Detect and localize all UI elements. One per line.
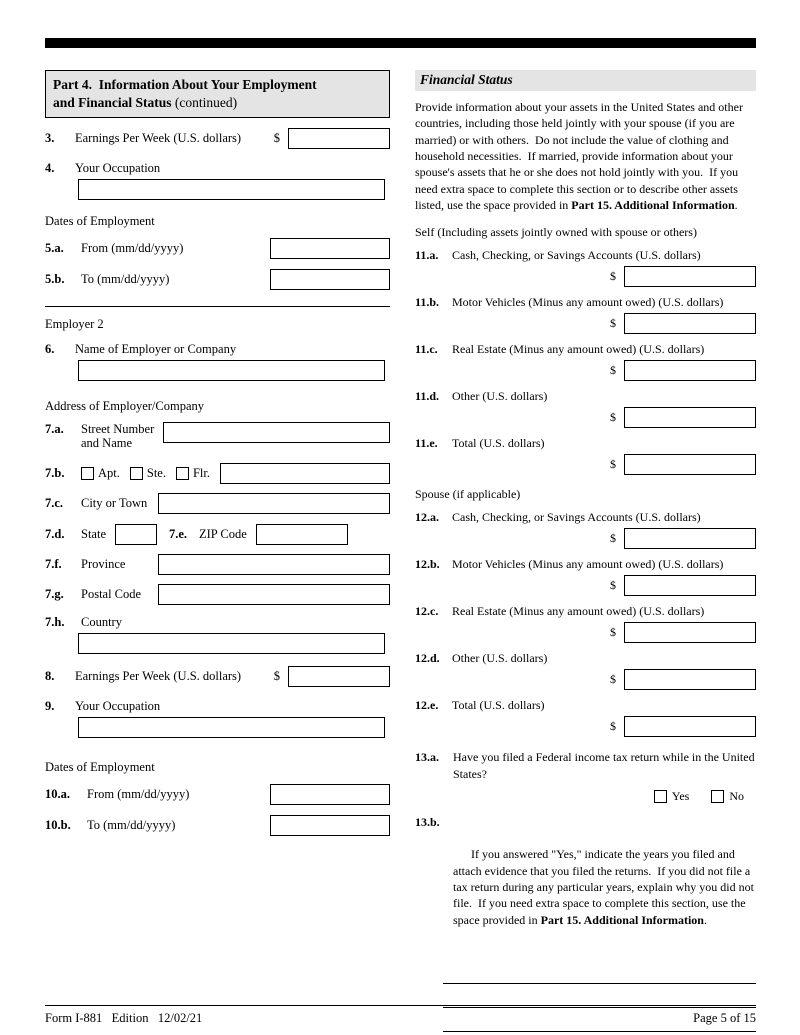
item-8-label: Earnings Per Week (U.S. dollars) — [75, 668, 242, 683]
item-10b-row — [45, 815, 390, 836]
no-checkbox[interactable] — [711, 790, 724, 803]
item-11b-number: 11.b. — [415, 295, 440, 310]
asset-item-11a — [415, 248, 756, 287]
item-6-label: Name of Employer or Company — [75, 342, 237, 357]
item-12b-label: Motor Vehicles (Minus any amount owed) (U.S. dollars) — [452, 557, 724, 572]
item-7d-7e-row — [45, 524, 390, 545]
flr-checkbox[interactable] — [176, 467, 189, 480]
asset-input-11c[interactable] — [624, 360, 756, 381]
item-7h-number: 7.h. — [45, 614, 65, 629]
earnings-8-input[interactable] — [288, 666, 390, 687]
ste-label: Ste. — [146, 465, 166, 480]
item-7f-label: Province — [81, 556, 126, 571]
asset-input-11a[interactable] — [624, 266, 756, 287]
item-11c-label: Real Estate (Minus any amount owed) (U.S. dollars) — [452, 342, 705, 357]
flr-label: Flr. — [192, 465, 211, 480]
item-5b-row — [45, 269, 390, 290]
asset-input-12d[interactable] — [624, 669, 756, 690]
dollar-sign: $ — [610, 457, 616, 472]
item-11a-number: 11.a. — [415, 248, 439, 263]
item-7a-row — [45, 422, 390, 451]
occupation-9-input[interactable] — [78, 717, 385, 738]
item-7g-number: 7.g. — [45, 586, 64, 601]
province-7f-input[interactable] — [158, 554, 390, 575]
unit-number-7b-input[interactable] — [220, 463, 390, 484]
no-label: No — [729, 788, 744, 803]
ste-checkbox[interactable] — [130, 467, 143, 480]
item-7e-number: 7.e. — [169, 526, 188, 541]
top-black-bar — [45, 38, 756, 48]
item-9-label: Your Occupation — [75, 698, 161, 713]
state-7d-input[interactable] — [115, 524, 157, 545]
item-7a-label: Street Number and Name — [81, 422, 155, 451]
item-5a-number: 5.a. — [45, 241, 64, 256]
asset-input-12e[interactable] — [624, 716, 756, 737]
item-11d-number: 11.d. — [415, 389, 440, 404]
asset-input-12c[interactable] — [624, 622, 756, 643]
item-12a-label: Cash, Checking, or Savings Accounts (U.S. dollars) — [452, 510, 701, 525]
yes-checkbox[interactable] — [654, 790, 667, 803]
asset-item-12a — [415, 510, 756, 549]
item-9-number: 9. — [45, 698, 55, 713]
page-number: Page 5 of 15 — [693, 1011, 756, 1025]
asset-item-11b — [415, 295, 756, 334]
yes-no-row — [415, 789, 744, 804]
apt-label: Apt. — [98, 465, 120, 480]
occupation-4-input[interactable] — [78, 179, 385, 200]
dates-of-employment-label-2: Dates of Employment — [45, 759, 155, 774]
employer-2-label: Employer 2 — [45, 317, 104, 332]
dollar-sign: $ — [610, 363, 616, 378]
item-13a — [415, 749, 756, 804]
item-7h — [45, 615, 390, 654]
to-date-10b-input[interactable] — [270, 815, 390, 836]
page-footer — [45, 1005, 756, 1026]
asset-input-12b[interactable] — [624, 575, 756, 596]
part4-header — [45, 70, 390, 118]
item-13b-number: 13.b. — [415, 814, 440, 829]
yes-label: Yes — [671, 788, 690, 803]
asset-item-12c — [415, 604, 756, 643]
item-12e-label: Total (U.S. dollars) — [452, 698, 545, 713]
item-11e-label: Total (U.S. dollars) — [452, 436, 545, 451]
asset-input-11e[interactable] — [624, 454, 756, 475]
street-7a-input[interactable] — [163, 422, 390, 443]
employer-name-6-input[interactable] — [78, 360, 385, 381]
zip-7e-input[interactable] — [256, 524, 348, 545]
self-section-label: Self (Including assets jointly owned with spouse or others) — [415, 225, 697, 240]
item-12b-number: 12.b. — [415, 557, 440, 572]
item-13b-text: If you answered "Yes," indicate the years you filed and attach evidence that you filed the returns. If you did not file a tax return during any particular years, explain why you did not file. If you need extra space to complete this section, use the space provided in — [453, 847, 757, 927]
item-10b-number: 10.b. — [45, 817, 71, 832]
item-7c-label: City or Town — [81, 495, 148, 510]
item-13b-bold: Part 15. Additional Information — [540, 912, 704, 927]
item-12d-label: Other (U.S. dollars) — [452, 651, 548, 666]
asset-item-12d — [415, 651, 756, 690]
dollar-sign: $ — [610, 578, 616, 593]
item-7c-row — [45, 493, 390, 514]
item-8-row — [45, 666, 390, 687]
item-12c-label: Real Estate (Minus any amount owed) (U.S. dollars) — [452, 604, 705, 619]
postal-code-7g-input[interactable] — [158, 584, 390, 605]
asset-item-12b — [415, 557, 756, 596]
section-divider — [45, 306, 390, 307]
item-9 — [45, 699, 390, 738]
item-12d-number: 12.d. — [415, 651, 440, 666]
financial-status-intro: Provide information about your assets in the United States and other countries, including those held jointly with your spouse (if you are married) or with others. Do not include the value of clothing and household necessities. If married, provide information about your spouse's assets that he or she does not hold jointly with you. If you need extra space to complete this section or to describe other assets listed, use the space provided in Part 15. Additional Information. — [415, 100, 746, 212]
country-7h-input[interactable] — [78, 633, 385, 654]
item-11c-number: 11.c. — [415, 342, 438, 357]
item-12c-number: 12.c. — [415, 604, 439, 619]
asset-item-11d — [415, 389, 756, 428]
item-5a-label: From (mm/dd/yyyy) — [81, 241, 184, 256]
item-7g-row — [45, 584, 390, 605]
item-12e-number: 12.e. — [415, 698, 439, 713]
item-3-label: Earnings Per Week (U.S. dollars) — [75, 131, 242, 146]
item-10a-label: From (mm/dd/yyyy) — [87, 786, 190, 801]
item-3-number: 3. — [45, 131, 55, 146]
item-5b-label: To (mm/dd/yyyy) — [81, 272, 170, 287]
item-10b-label: To (mm/dd/yyyy) — [87, 817, 176, 832]
item-7d-number: 7.d. — [45, 526, 65, 541]
left-column — [45, 70, 390, 836]
dollar-sign: $ — [610, 410, 616, 425]
item-4-number: 4. — [45, 161, 55, 176]
asset-input-12a[interactable] — [624, 528, 756, 549]
dollar-sign: $ — [610, 625, 616, 640]
asset-item-12e — [415, 698, 756, 737]
write-in-line-1[interactable] — [443, 960, 756, 984]
dollar-sign: $ — [273, 668, 280, 683]
dollar-sign: $ — [610, 269, 616, 284]
address-of-employer-label: Address of Employer/Company — [45, 399, 205, 414]
item-11a-label: Cash, Checking, or Savings Accounts (U.S. dollars) — [452, 248, 701, 263]
from-date-10a-input[interactable] — [270, 784, 390, 805]
dollar-sign: $ — [610, 531, 616, 546]
item-7c-number: 7.c. — [45, 495, 64, 510]
dollar-sign: $ — [610, 672, 616, 687]
item-8-number: 8. — [45, 668, 55, 683]
item-7e-label: ZIP Code — [199, 526, 247, 541]
item-13a-label: Have you filed a Federal income tax return while in the United States? — [453, 750, 755, 781]
city-7c-input[interactable] — [158, 493, 390, 514]
item-4-label: Your Occupation — [75, 161, 161, 176]
item-5b-number: 5.b. — [45, 272, 65, 287]
item-5a-row — [45, 238, 390, 259]
asset-item-11c — [415, 342, 756, 381]
asset-input-11b[interactable] — [624, 313, 756, 334]
item-6 — [45, 342, 390, 381]
dollar-sign: $ — [610, 719, 616, 734]
item-11d-label: Other (U.S. dollars) — [452, 389, 548, 404]
part4-title-line1: Part 4. Information About Your Employment — [53, 77, 317, 92]
item-13a-number: 13.a. — [415, 750, 439, 765]
item-7a-number: 7.a. — [45, 422, 64, 437]
apt-checkbox[interactable] — [81, 467, 94, 480]
earnings-3-input[interactable] — [288, 128, 390, 149]
item-7g-label: Postal Code — [81, 586, 142, 601]
item-4 — [45, 161, 390, 200]
item-3-row — [45, 128, 390, 149]
dates-of-employment-label-1: Dates of Employment — [45, 214, 155, 229]
item-10a-row — [45, 784, 390, 805]
item-12a-number: 12.a. — [415, 510, 439, 525]
financial-status-header: Financial Status — [415, 70, 756, 91]
item-6-number: 6. — [45, 342, 55, 357]
spouse-section-label: Spouse (if applicable) — [415, 487, 521, 502]
item-7h-label: Country — [81, 614, 122, 629]
item-11b-label: Motor Vehicles (Minus any amount owed) (U.S. dollars) — [452, 295, 724, 310]
part4-title-line2: and Financial Status (continued) — [53, 94, 238, 110]
to-date-5b-input[interactable] — [270, 269, 390, 290]
form-number: Form I-881 Edition 12/02/21 — [45, 1011, 203, 1025]
from-date-5a-input[interactable] — [270, 238, 390, 259]
item-7f-row — [45, 554, 390, 575]
item-7f-number: 7.f. — [45, 556, 62, 571]
item-13b: 13.b. If you answered "Yes," indicate the years you filed and attach evidence that you filed the returns. If you did not file a tax return during any particular years, explain why you did not file. If you need extra space to complete this section, use the space provided in Part 15. Additional Information. — [415, 814, 757, 927]
item-7d-label: State — [81, 526, 106, 541]
item-7b-number: 7.b. — [45, 465, 65, 480]
asset-input-11d[interactable] — [624, 407, 756, 428]
dollar-sign: $ — [273, 131, 280, 146]
asset-item-11e — [415, 436, 756, 475]
item-10a-number: 10.a. — [45, 786, 70, 801]
right-column — [415, 70, 756, 1035]
item-7b-row — [45, 463, 390, 484]
dollar-sign: $ — [610, 316, 616, 331]
item-11e-number: 11.e. — [415, 436, 438, 451]
